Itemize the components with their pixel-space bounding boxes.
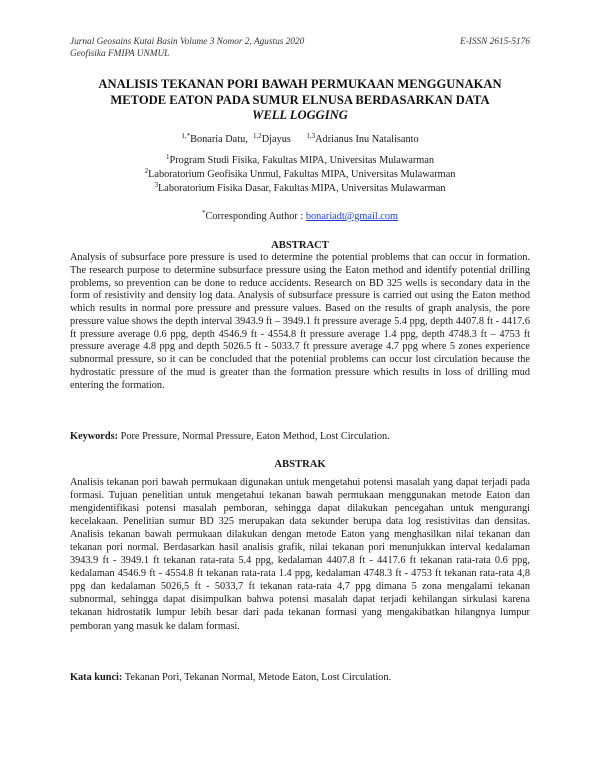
- kata-kunci-label: Kata kunci:: [70, 672, 123, 683]
- running-header: [70, 36, 530, 60]
- affiliation: $^1$Program Studi Fisika, Fakultas MIPA, Universitas Mulawarman: [166, 153, 434, 166]
- author-list: [60, 133, 540, 146]
- title-line-2: METODE EATON PADA SUMUR ELNUSA BERDASARKAN DATA: [110, 92, 490, 107]
- title-line-3: WELL LOGGING: [252, 108, 348, 122]
- affiliation-list: [60, 154, 540, 197]
- kata-kunci-text: Tekanan Pori, Tekanan Normal, Metode Eaton, Lost Circulation.: [122, 672, 392, 683]
- author: $^{1,2}$Djayus: [253, 132, 291, 145]
- keywords-label: Keywords:: [70, 431, 119, 442]
- keywords-text: Pore Pressure, Normal Pressure, Eaton Method, Lost Circulation.: [118, 431, 390, 442]
- kata-kunci-line: [70, 671, 530, 684]
- journal-name: Jurnal Geosains Kutai Basin Volume 3 Nomor 2, Agustus 2020: [70, 37, 305, 47]
- institution-name: Geofisika FMIPA UNMUL: [70, 49, 170, 59]
- abstract-heading: ABSTRACT: [271, 240, 329, 251]
- abstrak-heading: ABSTRAK: [274, 459, 326, 470]
- affiliation: $^3$Laboratorium Fisika Dasar, Fakultas MIPA, Universitas Mulawarman: [154, 181, 446, 195]
- abstract-body: Analysis of subsurface pore pressure is used to determine the potential problems that can occur in formation. The research purpose to determine subsurface pressure using the Eaton method and identify potential drilling problems, so prevention can be done to reduce accidents. Research on BD 325 wells is secondary data in the form of resistivity and density log data. Analysis of subsurface pressure is carried out using the Eaton method which results in normal pore pressure and pressure values. Based on the results of graph analysis, the pore pressure value shows the depth interval 3943.9 ft – 3949.1 ft pressure average 5.4 ppg, depth 4407.8 ft - 4417.6 ft pressure average 0.6 ppg, depth 4546.9 ft - 4554.8 ft pressure average 1.4 ppg, depth 4748.3 ft – 4753 ft pressure average 4.8 ppg and depth 5026.5 ft - 5033.7 ft pressure average 4.7 ppg where 5 zones experience subnormal pressure, so it can be concluded that the potential problems can occur lost circulation because the hydrostatic pressure of the mud is greater than the formation pressure which results in loss of drilling mud entering the formation.: [70, 252, 530, 391]
- author: $^{1,3}$Adrianus Inu Natalisanto: [306, 132, 419, 145]
- issn-number: E-ISSN 2615-5176: [460, 37, 530, 47]
- corresponding-author: *Corresponding Author : bonariadt@gmail.com: [201, 209, 398, 222]
- affiliation: $^2$Laboratorium Geofisika Unmul, Fakultas MIPA, Universitas Mulawarman: [144, 167, 456, 181]
- paper-title: [60, 77, 540, 124]
- author: $^{1,*}$Bonaria Datu,: [181, 132, 248, 145]
- abstrak-body: Analisis tekanan pori bawah permukaan digunakan untuk mengetahui potensi masalah yang dapat terjadi pada formasi. Tujuan penelitian untuk mengetahui tekanan bawah permukaan menggunakan metode Eaton dan mengidentifikasi potensi masalah pemboran, sehingga dapat dilakukan pencegahan untuk mengurangi kecelakaan. Penelitian sumur BD 325 merupakan data sekunder berupa data log resistivitas dan densitas. Analisis tekanan bawah permukaan dilakukan dengan metode Eaton yang menghasilkan nilai tekanan dan tekanan pori normal. Berdasarkan hasil analisis grafik, nilai tekanan pori menunjukkan interval kedalaman 3943.9 ft - 3949.1 ft tekanan rata-rata 5.4 ppg, kedalaman 4407.8 ft - 4417.6 ft tekanan rata-rata 0.6 ppg, kedalaman 4546.9 ft - 4554.8 ft tekanan rata-rata 1.4 ppg, kedalaman 4748.3 ft - 4753 ft tekanan rata-rata 4,8 ppg dan kedalaman 5026,5 ft - 5033,7 ft tekanan rata-rata 4,7 ppg dimana 5 zona mengalami tekanan subnormal, sehingga dapat disimpulkan bahwa potensi masalah dapat terjadi kehilangan sirkulasi karena tekanan hidrostatik lumpur lebih besar dari pada tekanan formasi yang mengakibatkan hilangnya lumpur pemboran yang masuk ke dalam formasi.: [70, 477, 530, 632]
- title-line-1: ANALISIS TEKANAN PORI BAWAH PERMUKAAN MENGGUNAKAN: [98, 77, 502, 91]
- keywords-line: [70, 430, 530, 443]
- email-link[interactable]: bonariadt@gmail.com: [305, 211, 398, 222]
